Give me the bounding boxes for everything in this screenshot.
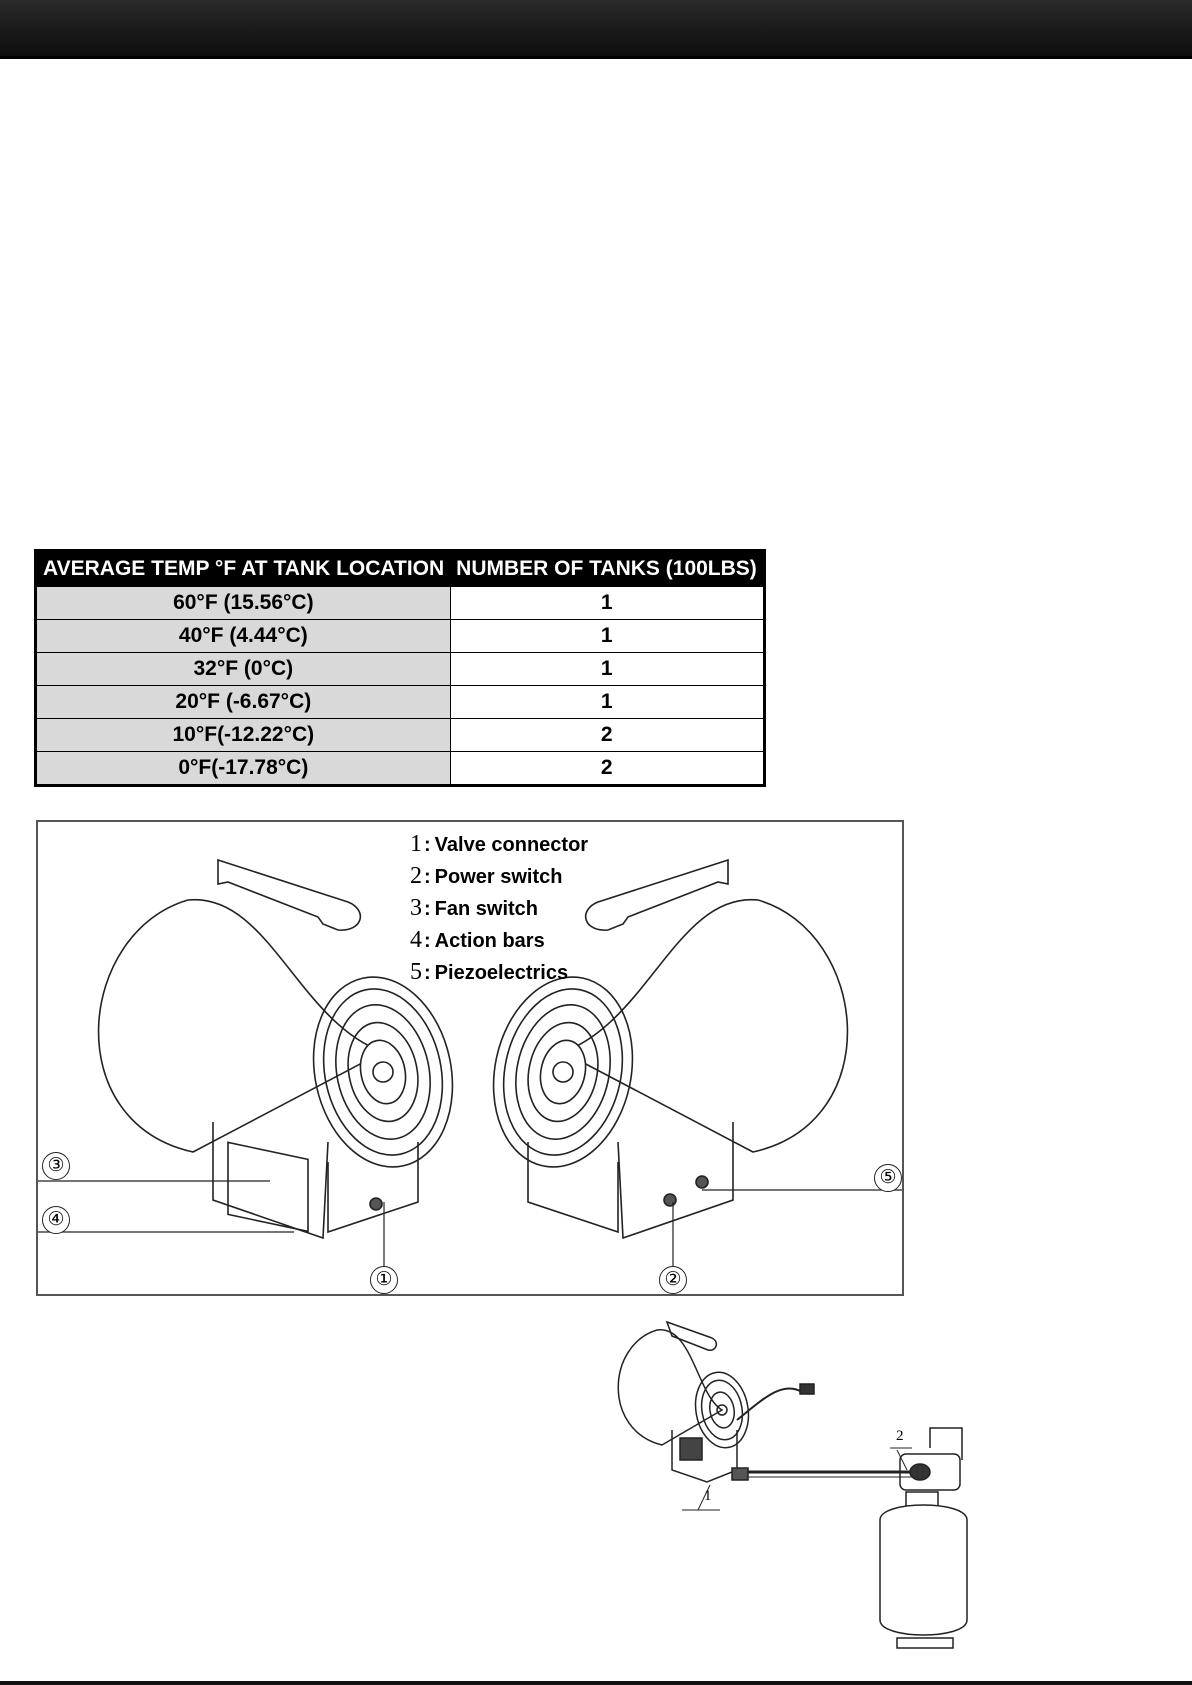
legend-item-piezoelectrics: 5 : Piezoelectrics <box>410 959 569 985</box>
legend-item-valve-connector: 1 : Valve connector <box>410 831 589 857</box>
callout-2: ② <box>659 1266 687 1294</box>
table-row <box>36 686 765 719</box>
heater-tank-drawing <box>612 1320 1082 1650</box>
fig2-label-2: 2 <box>896 1428 904 1444</box>
table-header-row <box>36 551 765 587</box>
legend-item-power-switch: 2 : Power switch <box>410 863 563 889</box>
temp-cell: 32°F (0°C) <box>36 653 451 686</box>
tanks-cell: 1 <box>450 653 764 686</box>
callout-3: ③ <box>42 1152 70 1180</box>
footer-line <box>0 1681 1192 1685</box>
tanks-cell: 2 <box>450 752 764 786</box>
legend-item-action-bars: 4 : Action bars <box>410 927 545 953</box>
table-row <box>36 620 765 653</box>
tanks-cell: 1 <box>450 620 764 653</box>
tank-temperature-table <box>34 549 766 787</box>
table-row <box>36 653 765 686</box>
fig2-label-1: 1 <box>704 1488 712 1504</box>
temp-cell: 0°F(-17.78°C) <box>36 752 451 786</box>
callout-5: ⑤ <box>874 1164 902 1192</box>
legend-item-fan-switch: 3 : Fan switch <box>410 895 539 921</box>
table-row <box>36 587 765 620</box>
header-average-temp: AVERAGE TEMP °F AT TANK LOCATION <box>36 551 451 587</box>
tanks-cell: 2 <box>450 719 764 752</box>
header-bar <box>0 0 1192 59</box>
temp-cell: 20°F (-6.67°C) <box>36 686 451 719</box>
callout-1: ① <box>370 1266 398 1294</box>
temp-cell: 40°F (4.44°C) <box>36 620 451 653</box>
header-number-of-tanks: NUMBER OF TANKS (100LBS) <box>450 551 764 587</box>
parts-legend <box>410 828 588 988</box>
tanks-cell: 1 <box>450 587 764 620</box>
temp-cell: 60°F (15.56°C) <box>36 587 451 620</box>
callout-4: ④ <box>42 1206 70 1234</box>
heater-tank-connection-figure <box>612 1320 1082 1650</box>
tanks-cell: 1 <box>450 686 764 719</box>
table-row <box>36 719 765 752</box>
table-row <box>36 752 765 786</box>
temp-cell: 10°F(-12.22°C) <box>36 719 451 752</box>
heater-parts-figure <box>36 820 904 1296</box>
